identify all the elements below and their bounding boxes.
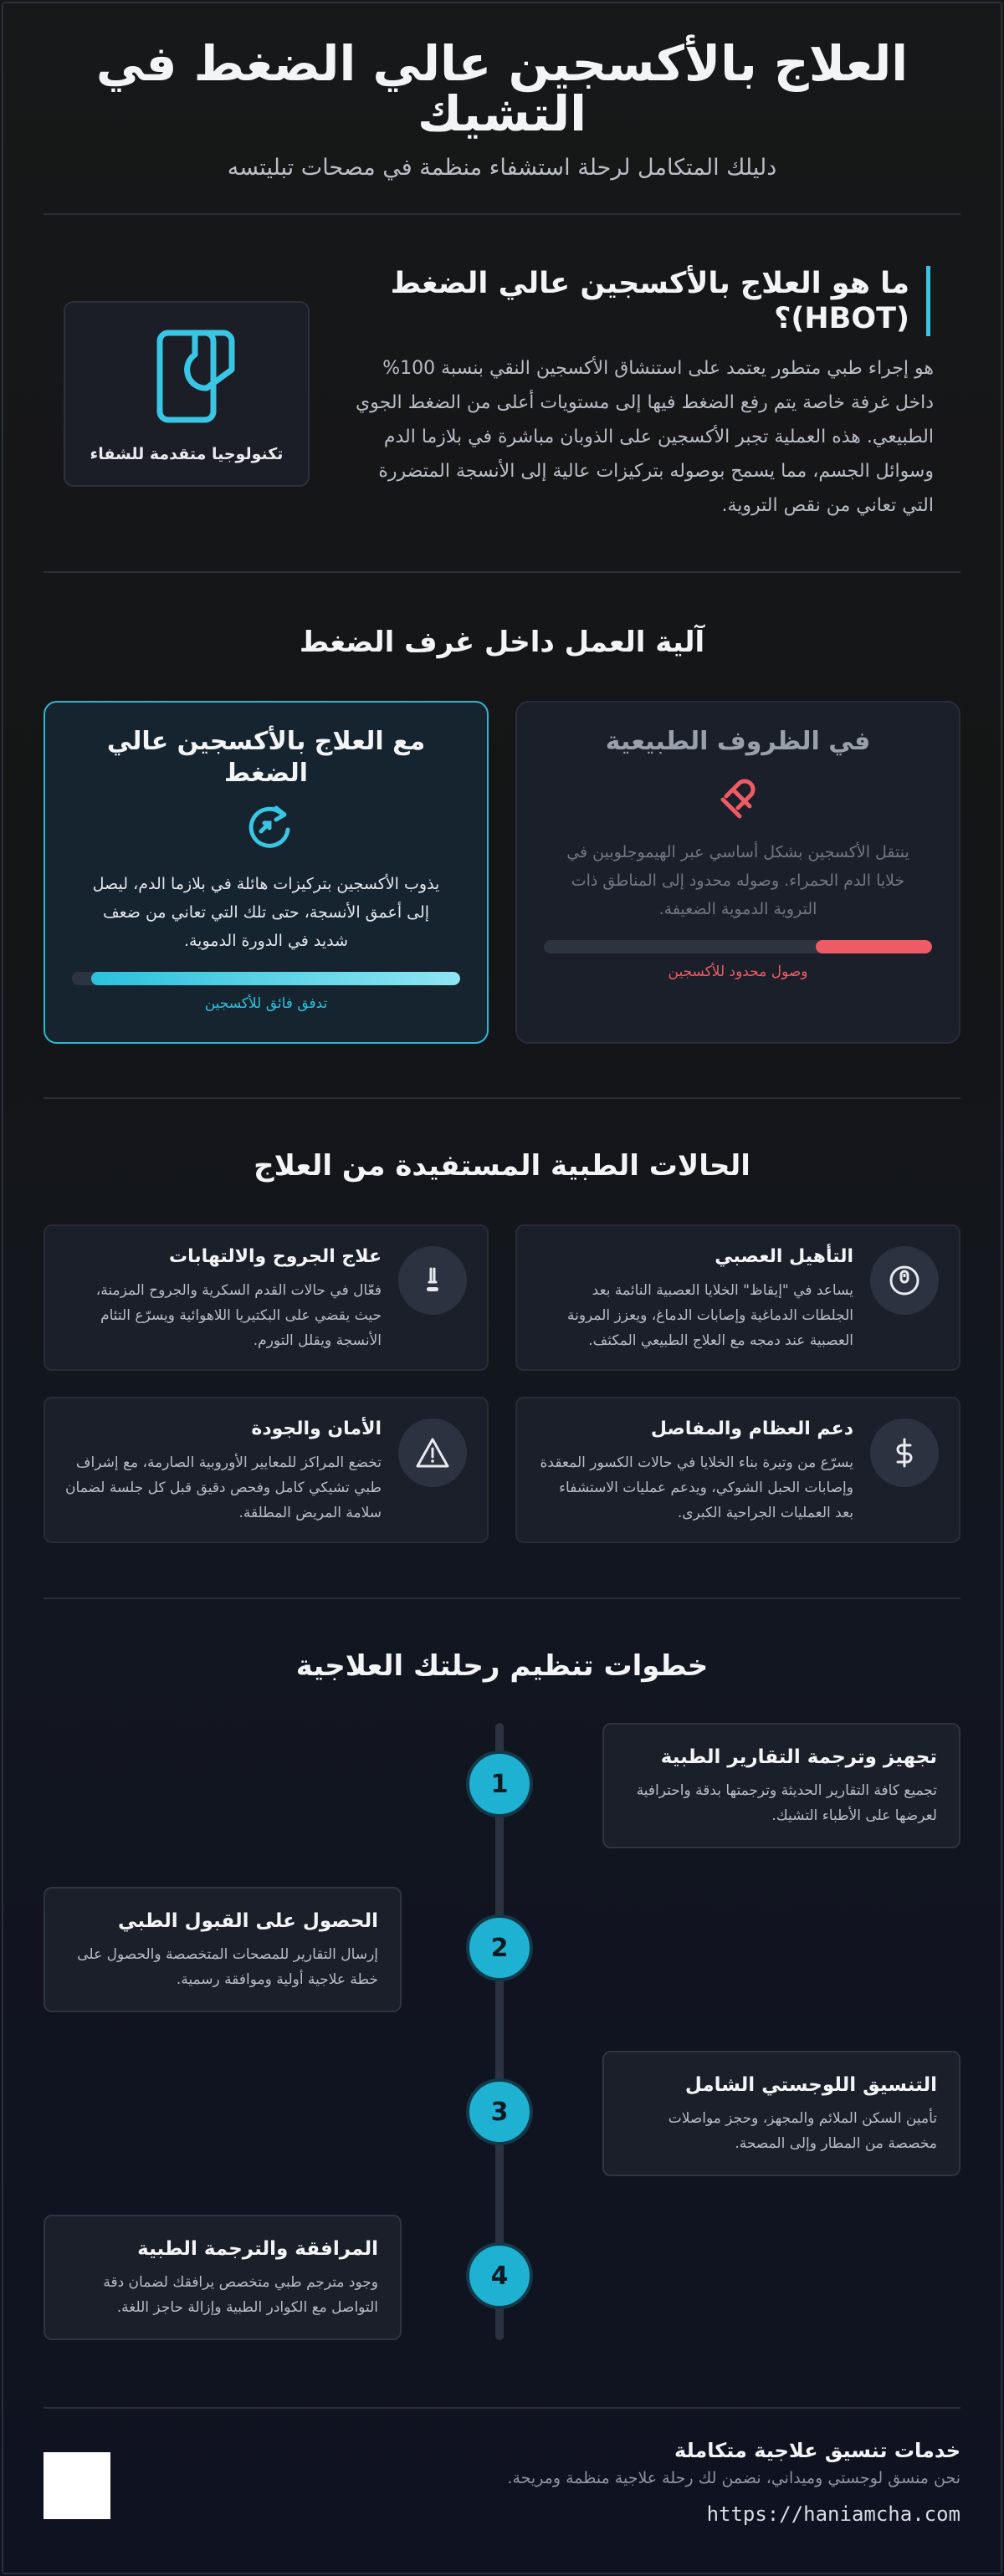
intro-body: هو إجراء طبي متطور يعتمد على استنشاق الأكسجين النقي بنسبة 100% داخل غرفة خاصة يتم رفع الضغط فيها إلى مستويات أعلى من الضغط الجوي الطبيعي. هذه العملية تجبر الأكسجين على الذوبان مباشرة في بلازما الدم وسوائل الجسم، مما يسمح بوصوله بتركيزات عالية إلى الأنسجة المتضررة التي تعاني من نقص التروية. bbox=[356, 358, 934, 516]
mechanism-title: آلية العمل داخل غرف الضغط bbox=[299, 626, 705, 659]
condition-title: دعم العظام والمفاصل bbox=[650, 1418, 853, 1439]
hbot-bar-caption: تدفق فائق للأكسجين bbox=[204, 995, 328, 1012]
divider bbox=[44, 571, 960, 573]
timeline-step-card bbox=[44, 1887, 402, 2012]
hbot-card bbox=[44, 701, 489, 1044]
hbot-oxygen-bar-fill bbox=[91, 972, 460, 985]
footer-text: نحن منسق لوجستي وميداني، نضمن لك رحلة علاجية منظمة ومريحة. bbox=[507, 2469, 960, 2487]
divider bbox=[44, 213, 960, 215]
condition-title: التأهيل العصبي bbox=[715, 1246, 853, 1267]
divider bbox=[44, 2407, 960, 2409]
conditions-title: الحالات الطبية المستفيدة من العلاج bbox=[254, 1149, 750, 1183]
condition-card-neuro bbox=[515, 1224, 960, 1371]
target-refresh-icon bbox=[246, 803, 293, 850]
page-title: العلاج بالأكسجين عالي الضغط في التشيك bbox=[95, 35, 909, 142]
step-title: الحصول على القبول الطبي bbox=[118, 1910, 378, 1932]
tech-card bbox=[64, 301, 310, 487]
step-title: التنسيق اللوجستي الشامل bbox=[684, 2074, 937, 2096]
natural-body: ينتقل الأكسجين بشكل أساسي عبر الهيموجلوبين في خلايا الدم الحمراء. وصوله محدود إلى المناطق ذات التروية الدموية الضعيفة. bbox=[566, 843, 909, 918]
step-title: المرافقة والترجمة الطبية bbox=[137, 2238, 378, 2260]
timeline-step-card bbox=[602, 1723, 960, 1848]
dollar-icon bbox=[870, 1418, 939, 1487]
natural-heading: في الظروف الطبيعية bbox=[605, 727, 871, 756]
bandage-icon bbox=[398, 1246, 467, 1315]
condition-title: الأمان والجودة bbox=[251, 1418, 382, 1439]
pill-capsule-icon bbox=[155, 326, 238, 425]
intro-heading: ما هو العلاج بالأكسجين عالي الضغط (HBOT)؟ bbox=[345, 266, 930, 336]
condition-text: تخضع المراكز للمعايير الأوروبية الصارمة، مع إشراف طبي تشيكي كامل وفحص دقيق قبل كل جلسة لضمان سلامة المريض المطلقة. bbox=[65, 1454, 382, 1521]
footer-heading: خدمات تنسيق علاجية متكاملة bbox=[674, 2439, 960, 2462]
step-number: 3 bbox=[466, 2078, 533, 2145]
step-text: تجميع كافة التقارير الحديثة وترجمتها بدقة واحترافية لعرضها على الأطباء التشيك. bbox=[636, 1782, 937, 1824]
condition-text: يساعد في "إيقاظ" الخلايا العصبية النائمة بعد الجلطات الدماغية وإصابات الدماغ، ويعزز المرونة العصبية عند دمجه مع العلاج الطبيعي المكثف. bbox=[566, 1282, 853, 1349]
divider bbox=[44, 1097, 960, 1099]
condition-title: علاج الجروح والالتهابات bbox=[168, 1246, 382, 1267]
step-number: 1 bbox=[466, 1751, 533, 1817]
page-subtitle: دليلك المتكامل لرحلة استشفاء منظمة في مصحات تبليتسه bbox=[227, 155, 777, 181]
hbot-body: يذوب الأكسجين بتركيزات هائلة في بلازما الدم، ليصل إلى أعمق الأنسجة، حتى تلك التي تعاني من ضعف شديد في الدورة الدموية. bbox=[92, 875, 440, 950]
step-title: تجهيز وترجمة التقارير الطبية bbox=[660, 1746, 937, 1768]
qr-code bbox=[44, 2452, 110, 2519]
natural-conditions-card bbox=[515, 701, 960, 1044]
condition-card-wounds bbox=[44, 1224, 489, 1371]
step-number: 4 bbox=[466, 2242, 533, 2309]
magnet-icon bbox=[718, 778, 761, 821]
condition-card-safety bbox=[44, 1397, 489, 1543]
divider bbox=[44, 1597, 960, 1599]
condition-text: يسرّع من وتيرة بناء الخلايا في حالات الكسور المعقدة وإصابات الحبل الشوكي، ويدعم عمليات الاستشفاء بعد العمليات الجراحية الكبرى. bbox=[540, 1454, 853, 1521]
step-text: تأمين السكن الملائم والمجهز، وحجز مواصلات مخصصة من المطار وإلى المصحة. bbox=[668, 2110, 937, 2152]
warning-triangle-icon bbox=[398, 1418, 467, 1487]
timeline-title: خطوات تنظيم رحلتك العلاجية bbox=[295, 1649, 709, 1683]
brain-icon bbox=[870, 1246, 939, 1315]
natural-bar-caption: وصول محدود للأكسجين bbox=[668, 963, 808, 980]
footer-url-link[interactable]: https://haniamcha.com bbox=[706, 2502, 960, 2526]
hbot-heading: مع العلاج بالأكسجين عالي الضغط bbox=[106, 727, 426, 788]
step-text: إرسال التقارير للمصحات المتخصصة والحصول على خطة علاجية أولية وموافقة رسمية. bbox=[77, 1946, 378, 1988]
condition-card-bones bbox=[515, 1397, 960, 1543]
natural-oxygen-bar-fill bbox=[816, 940, 932, 953]
tech-card-label: تكنولوجيا متقدمة للشفاء bbox=[90, 445, 284, 463]
step-text: وجود مترجم طبي متخصص يرافقك لضمان دقة التواصل مع الكوادر الطبية وإزالة حاجز اللغة. bbox=[103, 2274, 378, 2316]
hbot-oxygen-bar bbox=[72, 972, 460, 985]
condition-text: فعّال في حالات القدم السكرية والجروح المزمنة، حيث يقضي على البكتيريا اللاهوائية ويسرّع التئام الأنسجة ويقلل التورم. bbox=[95, 1282, 382, 1349]
timeline-step-card bbox=[602, 2051, 960, 2176]
step-number: 2 bbox=[466, 1914, 533, 1981]
timeline-step-card bbox=[44, 2215, 402, 2340]
natural-oxygen-bar bbox=[544, 940, 932, 953]
